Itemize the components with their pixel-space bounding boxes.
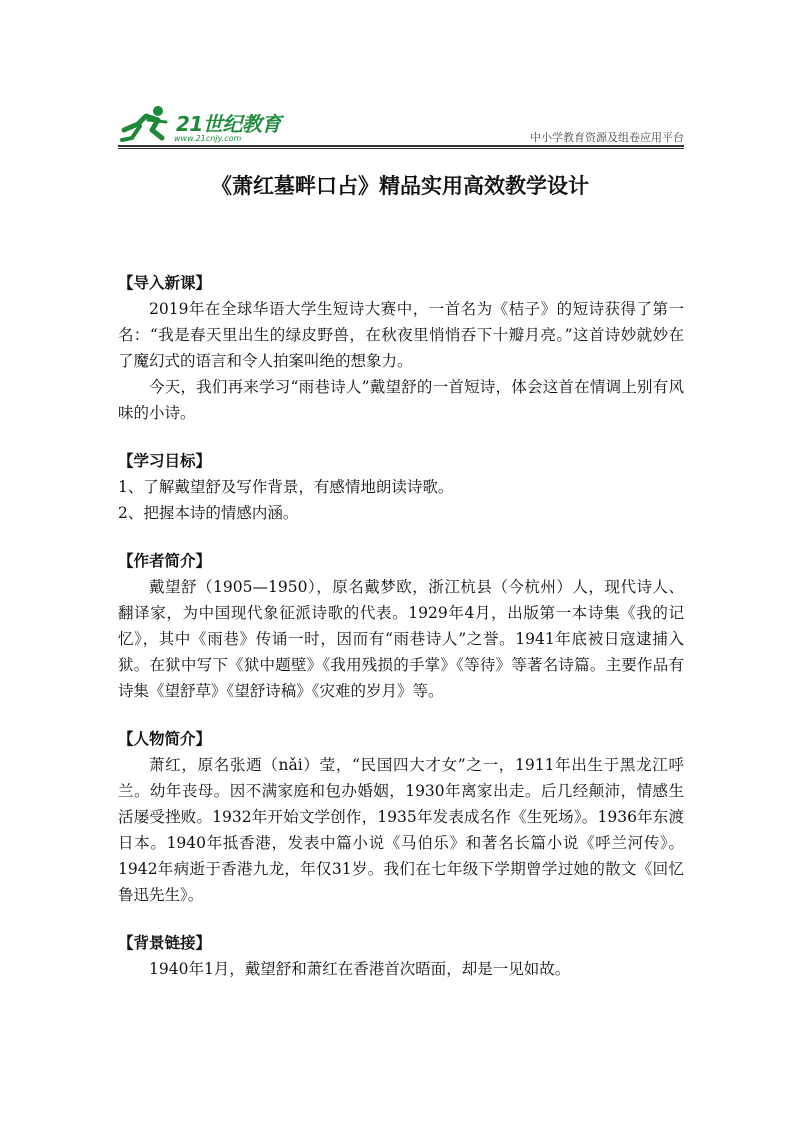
paragraph: 1940年1月，戴望舒和萧红在香港首次晤面，却是一见如故。 bbox=[149, 960, 571, 978]
header-rule bbox=[118, 145, 684, 147]
document-body bbox=[118, 270, 684, 1004]
section-person bbox=[118, 726, 684, 908]
document-title: 《萧红墓畔口占》精品实用高效教学设计 bbox=[211, 174, 589, 198]
paragraph: 今天，我们再来学习“雨巷诗人”戴望舒的一首短诗，体会这首在情调上别有风味的小诗。 bbox=[118, 378, 684, 422]
logo-url: www.21cnjy.com bbox=[174, 134, 242, 143]
page-header bbox=[118, 100, 684, 148]
section-author bbox=[118, 548, 684, 704]
section-intro bbox=[118, 270, 684, 426]
section-heading: 【背景链接】 bbox=[118, 934, 212, 952]
paragraph: 2019年在全球华语大学生短诗大赛中，一首名为《桔子》的短诗获得了第一名：“我是春天里出生的绿皮野兽，在秋夜里悄悄吞下十瓣月亮。”这首诗妙就妙在了魔幻式的语言和令人拍案叫绝的想象力。 bbox=[118, 300, 684, 370]
header-rule-thin bbox=[118, 148, 684, 149]
section-heading: 【导入新课】 bbox=[118, 274, 212, 292]
site-logo bbox=[118, 104, 281, 144]
section-heading: 【学习目标】 bbox=[118, 452, 212, 470]
goal-item: 1、了解戴望舒及写作背景，有感情地朗读诗歌。 bbox=[118, 478, 454, 496]
platform-tagline: 中小学教育资源及组卷应用平台 bbox=[530, 131, 684, 144]
section-heading: 【作者简介】 bbox=[118, 552, 212, 570]
logo-brand: 21世纪教育 bbox=[176, 112, 281, 136]
paragraph: 萧红，原名张迺（nǎi）莹，“民国四大才女”之一，1911年出生于黑龙江呼兰。幼年丧母。因不满家庭和包办婚姻，1930年离家出走。后几经颠沛，情感生活屡受挫败。1932年开始文学创作，1935年发表成名作《生死场》。1936年东渡日本。1940年抵香港，发表中篇小说《马伯乐》和著名长篇小说《呼兰河传》。1942年病逝于香港九龙，年仅31岁。我们在七年级下学期曾学过她的散文《回忆鲁迅先生》。 bbox=[118, 756, 684, 904]
section-background bbox=[118, 930, 684, 982]
section-goals bbox=[118, 448, 684, 526]
section-heading: 【人物简介】 bbox=[118, 730, 212, 748]
runner-logo-icon bbox=[118, 104, 176, 144]
paragraph: 戴望舒（1905—1950），原名戴梦欧，浙江杭县（今杭州）人，现代诗人、翻译家，为中国现代象征派诗歌的代表。1929年4月，出版第一本诗集《我的记忆》，其中《雨巷》传诵一时，因而有“雨巷诗人”之誉。1941年底被日寇逮捕入狱。在狱中写下《狱中题壁》《我用残损的手掌》《等待》等著名诗篇。主要作品有诗集《望舒草》《望舒诗稿》《灾难的岁月》等。 bbox=[118, 578, 684, 700]
goal-item: 2、把握本诗的情感内涵。 bbox=[118, 504, 299, 522]
